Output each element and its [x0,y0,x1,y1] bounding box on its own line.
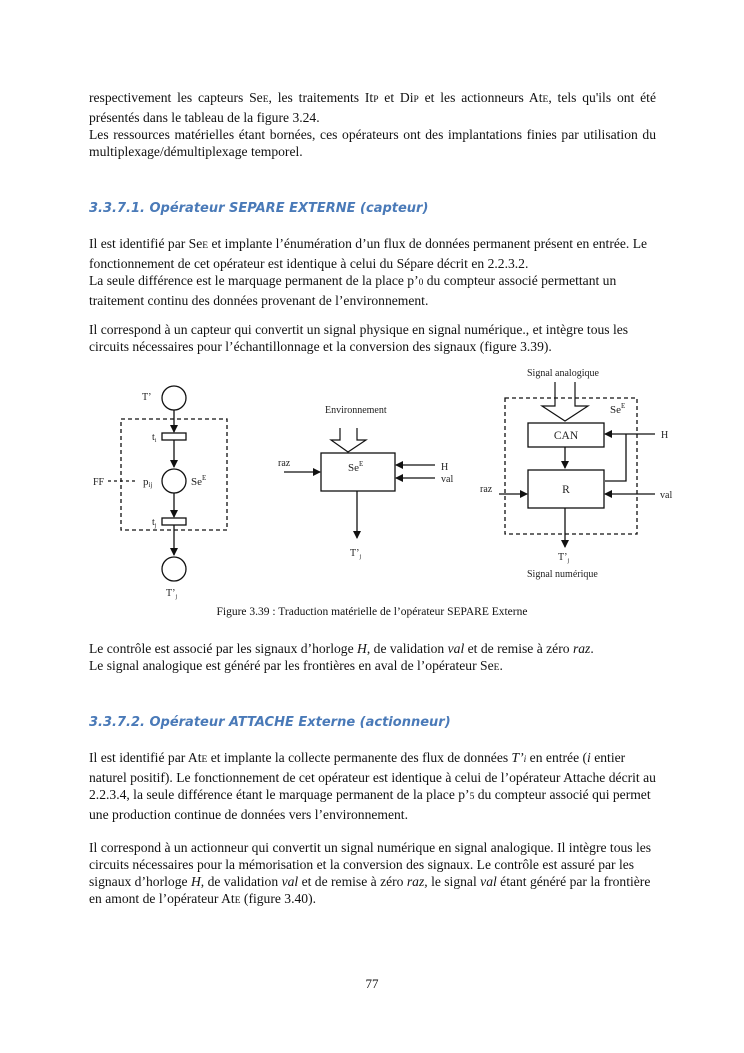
label-h-right: H [661,430,669,441]
label-val-right: val [660,490,673,501]
label-raz-right: raz [480,484,493,495]
page-number: 77 [365,976,379,991]
label-raz-middle: raz [278,458,291,469]
sub: E [201,755,208,765]
italic-val: val [480,874,497,889]
label-t-top: T’ [142,392,152,403]
text: du compteur associé permettant un traitement continu des données provenant de l’environnement. [89,273,617,308]
se-block-diagram [284,428,435,538]
text: du compteur associé qui permet une production continue de données vers l’environnement. [89,787,651,822]
sub: E [202,241,209,251]
sub: 0 [418,278,424,288]
place-pij [162,469,186,493]
transition-ti [162,433,186,440]
sub: E [493,663,500,673]
text: et de remise à zéro [464,641,573,656]
text: La seule différence est le marquage permanent de la place p’ [89,273,419,288]
section1-paragraph-2: Il correspond à un capteur qui convertit un signal physique en signal numérique., et intègre tous les circuits nécessaires pour l’échantillonnage et la conversion des signaux (figure 3.39). [89,322,629,354]
text: , de validation [366,641,448,656]
label-signal-analogique: Signal analogique [527,368,599,379]
label-se-right: $Se^E$ [610,402,626,416]
intro-sub: P [413,95,419,105]
label-t-out-right: $T’_j$ [558,552,570,564]
label-ff: FF [93,477,105,488]
text: (figure 3.40). [240,891,317,906]
text: Il correspond à un actionneur qui convertit un signal numérique en signal analogique. Il intègre tous les circuits nécessaires pour la mémorisation et la conversion des signaux. Le contrôle est assuré par les signaux d’horloge [89,840,652,889]
label-signal-numerique: Signal numérique [527,569,598,580]
hardware-diagram [499,382,655,547]
section-heading-separe: 3.3.7.1. Opérateur SEPARE EXTERNE (capteur) [89,201,429,216]
label-ti: $t_i$ [152,432,157,444]
intro-text: , tels qu'ils ont été présentés dans le tableau de la figure 3.24. [89,90,656,125]
label-can: CAN [553,430,579,442]
italic-i: i [587,750,591,765]
text: . [499,658,503,673]
text: Il est identifié par At [89,750,202,765]
text: et implante l’énumération d’un flux de données permanent présent en entrée. Le fonctionnement de cet opérateur est identique à celui du Sépare décrit en 2.2.3.2. [89,236,648,271]
text: , de validation [200,874,282,889]
label-r: R [562,484,570,496]
label-val-middle: val [441,474,454,485]
text: Le signal analogique est généré par les frontières en aval de l’opérateur Se [89,658,494,673]
italic-val: val [281,874,299,889]
control-paragraph [89,640,656,677]
label-se-left: $Se^E$ [191,474,207,488]
label-se-middle: $Se^E$ [348,460,364,474]
label-t-bottom: $T’_j$ [166,588,178,600]
intro-text: et les actionneurs At [418,90,543,105]
text: et de remise à zéro [298,874,407,889]
sub: E [234,896,241,906]
intro-sub: P [373,95,379,105]
text: Le contrôle est associé par les signaux d’horloge [89,641,358,656]
italic-sub: i [523,755,527,765]
italic-val: val [447,641,465,656]
section2-paragraph-2 [89,839,656,910]
italic-t: T’ [511,750,524,765]
intro-sub: E [262,95,269,105]
transition-tj [162,518,186,525]
intro-text: et Di [378,90,414,105]
intro-text: , les traitements It [268,90,374,105]
text: étant généré par la frontière en amont de l’opérateur At [89,874,651,906]
italic-h: H [190,874,201,889]
petri-net-diagram [108,386,227,581]
text: . [590,641,594,656]
label-h-middle: H [441,462,449,473]
label-pij: pij [143,476,153,489]
text: en entrée ( [526,750,588,765]
intro-text-2: Les ressources matérielles étant bornées, ces opérateurs ont des implantations finies par utilisation du multiplexage/démultiplexage temporel. [89,127,656,159]
place-top [162,386,186,410]
place-bottom [162,557,186,581]
label-environnement: Environnement [325,405,387,416]
italic-h: H [357,641,367,656]
environment-input-arrow [331,428,366,452]
section-heading-attache: 3.3.7.2. Opérateur ATTACHE Externe (actionneur) [89,715,451,730]
analog-input-arrow [542,382,588,421]
text: , le signal [424,874,481,889]
figure-caption: Figure 3.39 : Traduction matérielle de l’opérateur SEPARE Externe [216,606,528,618]
section2-paragraph-1 [89,749,656,823]
h-branch [605,434,626,481]
hardware-boundary [505,398,637,534]
label-t-out-middle: $T’_j$ [350,548,362,560]
text: entier naturel positif). Le fonctionnement de cet opérateur est identique à celui de l’opérateur Attache décrit au 2.2.3.4, la seule différence étant le marquage permanent de la place p’ [89,750,656,802]
text: Il est identifié par Se [89,236,203,251]
intro-text: respectivement les capteurs Se [89,90,263,105]
italic-raz: raz [572,641,591,656]
italic-raz: raz [406,874,425,889]
text: et implante la collecte permanente des flux de données [207,750,512,765]
sub: 5 [469,792,475,802]
intro-sub: E [542,95,549,105]
label-tj: $t_j$ [152,517,157,529]
